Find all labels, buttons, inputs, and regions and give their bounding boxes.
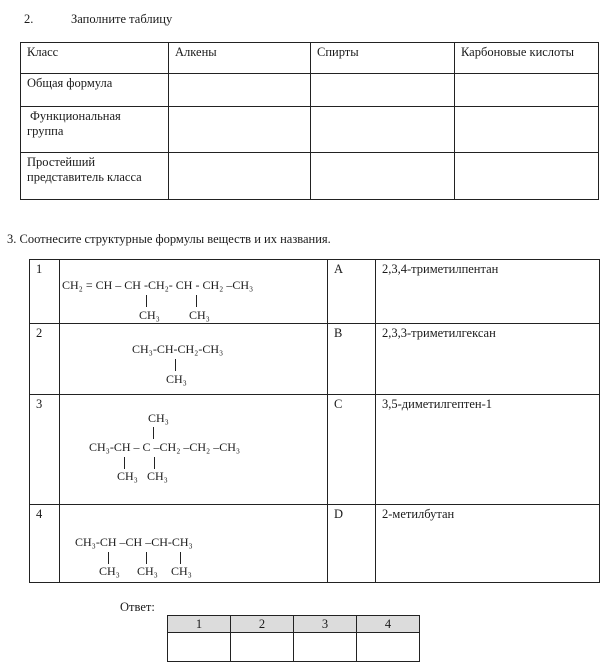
- answer-cell[interactable]: [455, 153, 599, 200]
- formula-top: CH₃: [148, 411, 169, 425]
- compound-name: 2-метилбутан: [376, 505, 600, 583]
- table-row: [30, 324, 600, 395]
- header-alcohols: Спирты: [311, 43, 455, 74]
- table-row: [21, 107, 599, 153]
- answer-cell[interactable]: [311, 74, 455, 107]
- answer-cell[interactable]: [169, 153, 311, 200]
- answer-header-row: [168, 616, 420, 633]
- name-letter: C: [328, 395, 376, 505]
- row-label-line2: представитель класса: [27, 170, 142, 184]
- name-letter: D: [328, 505, 376, 583]
- answer-cell[interactable]: [455, 74, 599, 107]
- formula-cell: [60, 324, 328, 395]
- answer-header: 4: [357, 616, 420, 633]
- bond-line: [124, 457, 125, 469]
- answer-cell[interactable]: [311, 107, 455, 153]
- bond-line: [180, 552, 181, 564]
- row-simplest-representative: [21, 153, 169, 200]
- answer-input-cell[interactable]: [231, 633, 294, 662]
- header-carboxylic-acids: Карбоновые кислоты: [455, 43, 599, 74]
- formula-main: CH₃-CH – C –CH₂ –CH₂ –CH₃: [89, 440, 241, 454]
- answer-input-row: [168, 633, 420, 662]
- formula-branch: CH₃: [117, 469, 138, 483]
- formula-number: 2: [30, 324, 60, 395]
- answer-header: 3: [294, 616, 357, 633]
- table-row: [30, 505, 600, 583]
- name-letter: B: [328, 324, 376, 395]
- header-alkenes: Алкены: [169, 43, 311, 74]
- name-letter: A: [328, 260, 376, 324]
- formula-number: 1: [30, 260, 60, 324]
- bond-line: [146, 552, 147, 564]
- answer-cell[interactable]: [455, 107, 599, 153]
- formula-number: 4: [30, 505, 60, 583]
- formula-branch: CH₃: [171, 564, 192, 578]
- task3-title: 3. Соотнесите структурные формулы веществ и их названия.: [7, 232, 331, 246]
- answer-input-cell[interactable]: [168, 633, 231, 662]
- answer-header: 2: [231, 616, 294, 633]
- formula-cell: [60, 260, 328, 324]
- formula-number: 3: [30, 395, 60, 505]
- formula-cell: [60, 505, 328, 583]
- answer-cell[interactable]: [311, 153, 455, 200]
- formula-branch: CH₃: [189, 308, 210, 322]
- answer-table: [167, 615, 420, 662]
- row-label-line2: группа: [27, 124, 64, 138]
- formula-branch: CH₃: [166, 372, 187, 386]
- answer-input-cell[interactable]: [294, 633, 357, 662]
- bond-line: [154, 457, 155, 469]
- formula-branch: CH₃: [147, 469, 168, 483]
- formula-main: CH₂ = CH – CH -CH₂- CH - CH₂ –CH₃: [62, 278, 254, 292]
- task2-number: 2.: [24, 12, 34, 26]
- bond-line: [153, 427, 154, 439]
- classes-table: [20, 42, 599, 200]
- table-row: [21, 74, 599, 107]
- compound-name: 2,3,4-триметилпентан: [376, 260, 600, 324]
- compound-name: 3,5-диметилгептен-1: [376, 395, 600, 505]
- formula-branch: CH₃: [139, 308, 160, 322]
- row-label-line1: Функциональная: [30, 109, 121, 123]
- bond-line: [146, 295, 147, 307]
- table-row: [30, 395, 600, 505]
- row-functional-group: [21, 107, 169, 153]
- bond-line: [108, 552, 109, 564]
- compound-name: 2,3,3-триметилгексан: [376, 324, 600, 395]
- answer-cell[interactable]: [169, 107, 311, 153]
- table-row: [30, 260, 600, 324]
- header-class: Класс: [21, 43, 169, 74]
- formula-branch: CH₃: [137, 564, 158, 578]
- formula-main: CH₃-CH-CH₂-CH₃: [132, 342, 224, 356]
- answer-label: Ответ:: [120, 600, 155, 614]
- matching-table: [29, 259, 600, 583]
- formula-cell: [60, 395, 328, 505]
- bond-line: [175, 359, 176, 371]
- row-general-formula: Общая формула: [21, 74, 169, 107]
- table-header-row: [21, 43, 599, 74]
- answer-header: 1: [168, 616, 231, 633]
- formula-branch: CH₃: [99, 564, 120, 578]
- bond-line: [196, 295, 197, 307]
- row-label-line1: Простейший: [27, 155, 96, 169]
- table-row: [21, 153, 599, 200]
- answer-input-cell[interactable]: [357, 633, 420, 662]
- answer-cell[interactable]: [169, 74, 311, 107]
- formula-main: CH₃-CH –CH –CH-CH₃: [75, 535, 193, 549]
- task2-title: Заполните таблицу: [71, 12, 173, 26]
